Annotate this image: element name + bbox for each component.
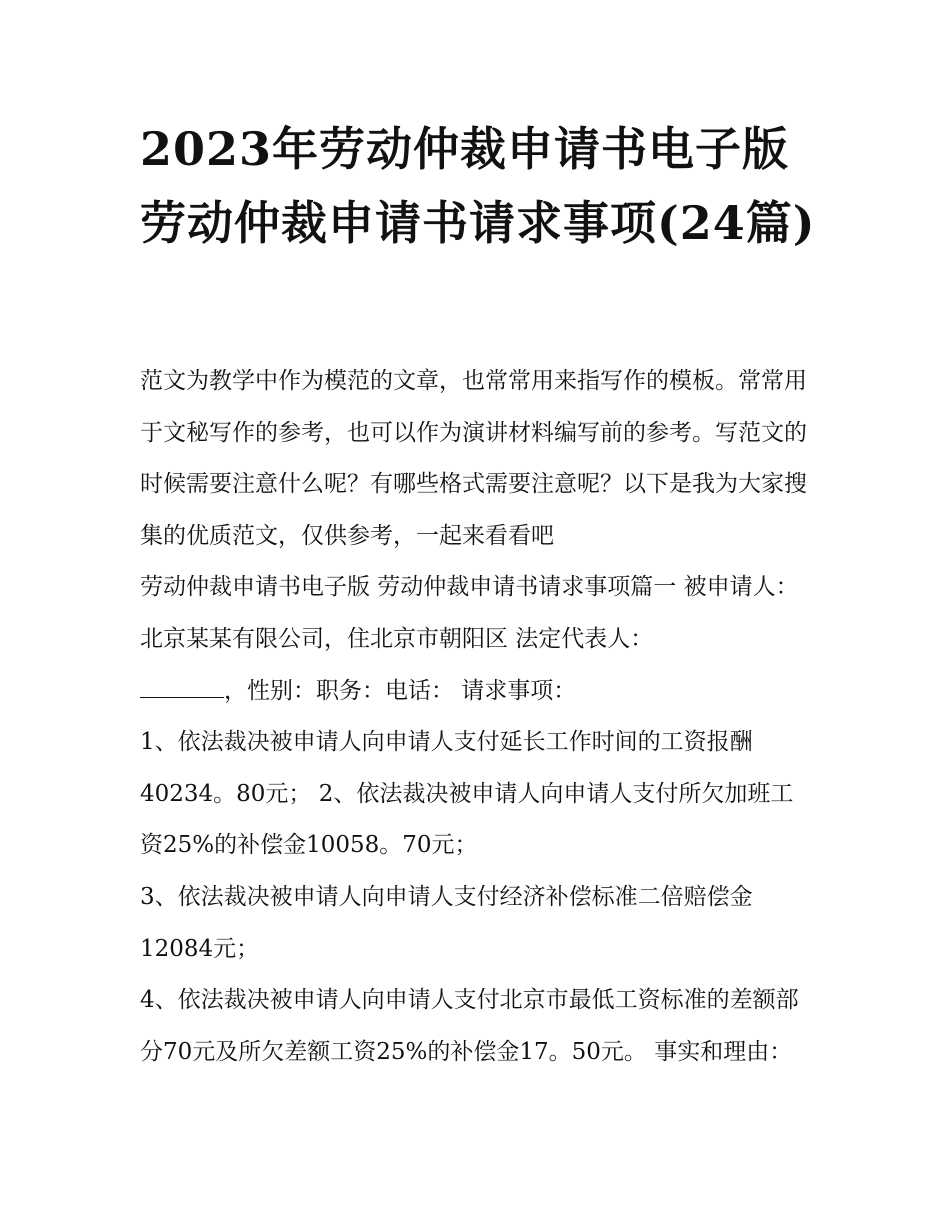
document-body [140, 356, 812, 1078]
request-item-4: 4、依法裁决被申请人向申请人支付北京市最低工资标准的差额部分70元及所欠差额工资25%的补偿金17。50元。 事实和理由： [140, 987, 799, 1065]
section-heading-text: 劳动仲裁申请书电子版 劳动仲裁申请书请求事项篇一 被申请人：北京某某有限公司，住北京市朝阳区 法定代表人： [140, 574, 799, 652]
intro-paragraph: 范文为教学中作为模范的文章，也常常用来指写作的模板。常常用于文秘写作的参考，也可以作为演讲材料编写前的参考。写范文的时候需要注意什么呢？有哪些格式需要注意呢？以下是我为大家搜集的优质范文，仅供参考，一起来看看吧 [140, 368, 807, 549]
section-heading-paragraph [140, 562, 812, 717]
request-item-1-2: 1、依法裁决被申请人向申请人支付延长工作时间的工资报酬40234。80元； 2、依法裁决被申请人向申请人支付所欠加班工资25%的补偿金10058。70元； [140, 729, 794, 859]
blank-underline [140, 671, 224, 698]
document-title: 2023年劳动仲裁申请书电子版 劳动仲裁申请书请求事项(24篇) [140, 122, 816, 250]
request-item-3: 3、依法裁决被申请人向申请人支付经济补偿标准二倍赔偿金12084元； [140, 883, 753, 962]
section-heading-tail: ，性别：职务：电话： 请求事项： [224, 677, 577, 704]
